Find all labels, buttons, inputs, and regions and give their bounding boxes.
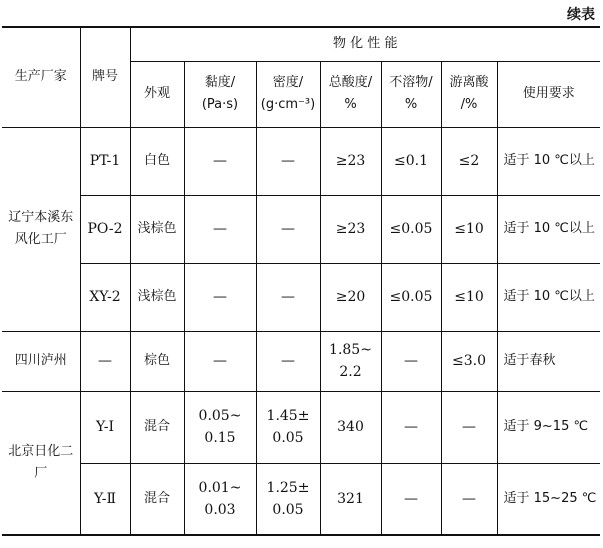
insoluble-cell bbox=[381, 331, 441, 391]
table-body bbox=[2, 127, 600, 535]
header-viscosity-line1: 黏度/ bbox=[204, 75, 236, 90]
requirement-cell: 适于 10 ℃以上 bbox=[497, 263, 600, 331]
appearance-cell: 棕色 bbox=[130, 331, 184, 391]
total-acidity-cell bbox=[320, 331, 381, 391]
header-density bbox=[256, 61, 320, 127]
table-row bbox=[2, 391, 600, 463]
appearance-cell: 浅棕色 bbox=[130, 195, 184, 263]
brand-cell: Y-Ⅱ bbox=[80, 463, 130, 535]
free-acid-cell bbox=[441, 463, 497, 535]
free-acid-cell bbox=[441, 195, 497, 263]
manufacturer-cell: 四川泸州 bbox=[2, 331, 80, 391]
appearance-cell: 白色 bbox=[130, 127, 184, 195]
table-row bbox=[2, 127, 600, 195]
density-cell bbox=[256, 463, 320, 535]
insoluble-cell bbox=[381, 391, 441, 463]
total-acidity-cell bbox=[320, 391, 381, 463]
insoluble-value: — bbox=[404, 353, 418, 369]
table-row bbox=[2, 195, 600, 263]
free-acid-value: — bbox=[462, 419, 476, 435]
appearance-cell: 混合 bbox=[130, 391, 184, 463]
insoluble-cell bbox=[381, 195, 441, 263]
requirement-cell: 适于 10 ℃以上 bbox=[497, 195, 600, 263]
header-insoluble bbox=[381, 61, 441, 127]
manufacturer-cell: 辽宁本溪东风化工厂 bbox=[2, 127, 80, 331]
total-acidity-cell bbox=[320, 195, 381, 263]
header-density-line1: 密度/ bbox=[272, 75, 304, 90]
viscosity-cell bbox=[184, 463, 256, 535]
total-acidity-value: ≥23 bbox=[335, 153, 366, 169]
viscosity-value: 0.03 bbox=[204, 501, 236, 518]
free-acid-cell bbox=[441, 391, 497, 463]
header-appearance: 外观 bbox=[130, 61, 184, 127]
insoluble-value: — bbox=[404, 419, 418, 435]
brand-cell: — bbox=[80, 331, 130, 391]
table-row bbox=[2, 463, 600, 535]
viscosity-value: 0.15 bbox=[204, 430, 236, 446]
header-requirements: 使用要求 bbox=[497, 61, 600, 127]
brand-cell: PO-2 bbox=[80, 195, 130, 263]
density-cell bbox=[256, 263, 320, 331]
density-value: — bbox=[281, 353, 295, 369]
viscosity-cell bbox=[184, 331, 256, 391]
free-acid-value: ≤3.0 bbox=[452, 353, 486, 369]
viscosity-value: — bbox=[213, 289, 227, 305]
table-row bbox=[2, 331, 600, 391]
brand-cell: XY-2 bbox=[80, 263, 130, 331]
appearance-cell: 浅棕色 bbox=[130, 263, 184, 331]
header-free-acid-line2: /% bbox=[460, 97, 478, 112]
insoluble-cell bbox=[381, 127, 441, 195]
manufacturer-cell: 北京日化二厂 bbox=[2, 391, 80, 535]
properties-table bbox=[2, 26, 600, 536]
total-acidity-cell bbox=[320, 463, 381, 535]
density-cell bbox=[256, 391, 320, 463]
header-viscosity-line2: (Pa·s) bbox=[201, 97, 239, 112]
header-density-line2: (g·cm⁻³) bbox=[260, 97, 316, 112]
free-acid-cell bbox=[441, 263, 497, 331]
requirement-cell: 适于 15~25 ℃ bbox=[497, 463, 600, 535]
table-row bbox=[2, 263, 600, 331]
density-value: — bbox=[281, 221, 295, 237]
header-total-acidity-line2: % bbox=[344, 97, 357, 112]
free-acid-cell bbox=[441, 127, 497, 195]
viscosity-cell bbox=[184, 195, 256, 263]
brand-cell: PT-1 bbox=[80, 127, 130, 195]
requirement-cell: 适于 9~15 ℃ bbox=[497, 391, 600, 463]
header-insoluble-line2: % bbox=[404, 97, 418, 112]
viscosity-value: — bbox=[213, 221, 227, 237]
header-free-acid bbox=[441, 61, 497, 127]
header-brand: 牌号 bbox=[80, 27, 130, 127]
table-caption: 续表 bbox=[567, 7, 595, 23]
insoluble-cell bbox=[381, 463, 441, 535]
insoluble-value: ≤0.1 bbox=[394, 153, 428, 169]
free-acid-value: ≤10 bbox=[454, 289, 484, 305]
insoluble-value: ≤0.05 bbox=[389, 221, 433, 237]
header-total-acidity-line1: 总酸度/ bbox=[328, 75, 373, 90]
insoluble-value: ≤0.05 bbox=[389, 289, 433, 305]
header-total-acidity bbox=[320, 61, 381, 127]
density-value: 1.25± bbox=[266, 479, 310, 496]
density-value: 0.05 bbox=[272, 430, 304, 446]
total-acidity-cell bbox=[320, 263, 381, 331]
density-value: 0.05 bbox=[272, 501, 304, 518]
header-insoluble-line1: 不溶物/ bbox=[389, 75, 433, 90]
requirement-cell: 适于 10 ℃以上 bbox=[497, 127, 600, 195]
requirement-cell: 适于春秋 bbox=[497, 331, 600, 391]
viscosity-value: 0.05~ bbox=[198, 408, 242, 424]
viscosity-cell bbox=[184, 391, 256, 463]
total-acidity-value: ≥23 bbox=[335, 221, 366, 237]
insoluble-value: — bbox=[404, 490, 418, 507]
viscosity-value: — bbox=[213, 153, 227, 169]
density-value: — bbox=[281, 153, 295, 169]
free-acid-cell bbox=[441, 331, 497, 391]
header-free-acid-line1: 游离酸 bbox=[449, 75, 489, 90]
total-acidity-value: 340 bbox=[337, 419, 364, 435]
header-viscosity bbox=[184, 61, 256, 127]
viscosity-cell bbox=[184, 127, 256, 195]
free-acid-value: — bbox=[462, 490, 476, 507]
total-acidity-value: 321 bbox=[337, 490, 364, 507]
free-acid-value: ≤10 bbox=[454, 221, 484, 237]
viscosity-value: 0.01~ bbox=[198, 479, 242, 496]
free-acid-value: ≤2 bbox=[458, 153, 480, 169]
total-acidity-value: ≥20 bbox=[335, 289, 366, 305]
header-properties: 物 化 性 能 bbox=[130, 27, 600, 61]
density-cell bbox=[256, 195, 320, 263]
viscosity-value: — bbox=[213, 353, 227, 369]
total-acidity-value: 2.2 bbox=[339, 364, 362, 380]
density-cell bbox=[256, 331, 320, 391]
total-acidity-cell bbox=[320, 127, 381, 195]
density-value: 1.45± bbox=[266, 408, 310, 424]
brand-cell: Y-Ⅰ bbox=[80, 391, 130, 463]
total-acidity-value: 1.85~ bbox=[329, 342, 372, 358]
appearance-cell: 混合 bbox=[130, 463, 184, 535]
insoluble-cell bbox=[381, 263, 441, 331]
header-manufacturer: 生产厂家 bbox=[2, 27, 80, 127]
density-cell bbox=[256, 127, 320, 195]
density-value: — bbox=[281, 289, 295, 305]
viscosity-cell bbox=[184, 263, 256, 331]
